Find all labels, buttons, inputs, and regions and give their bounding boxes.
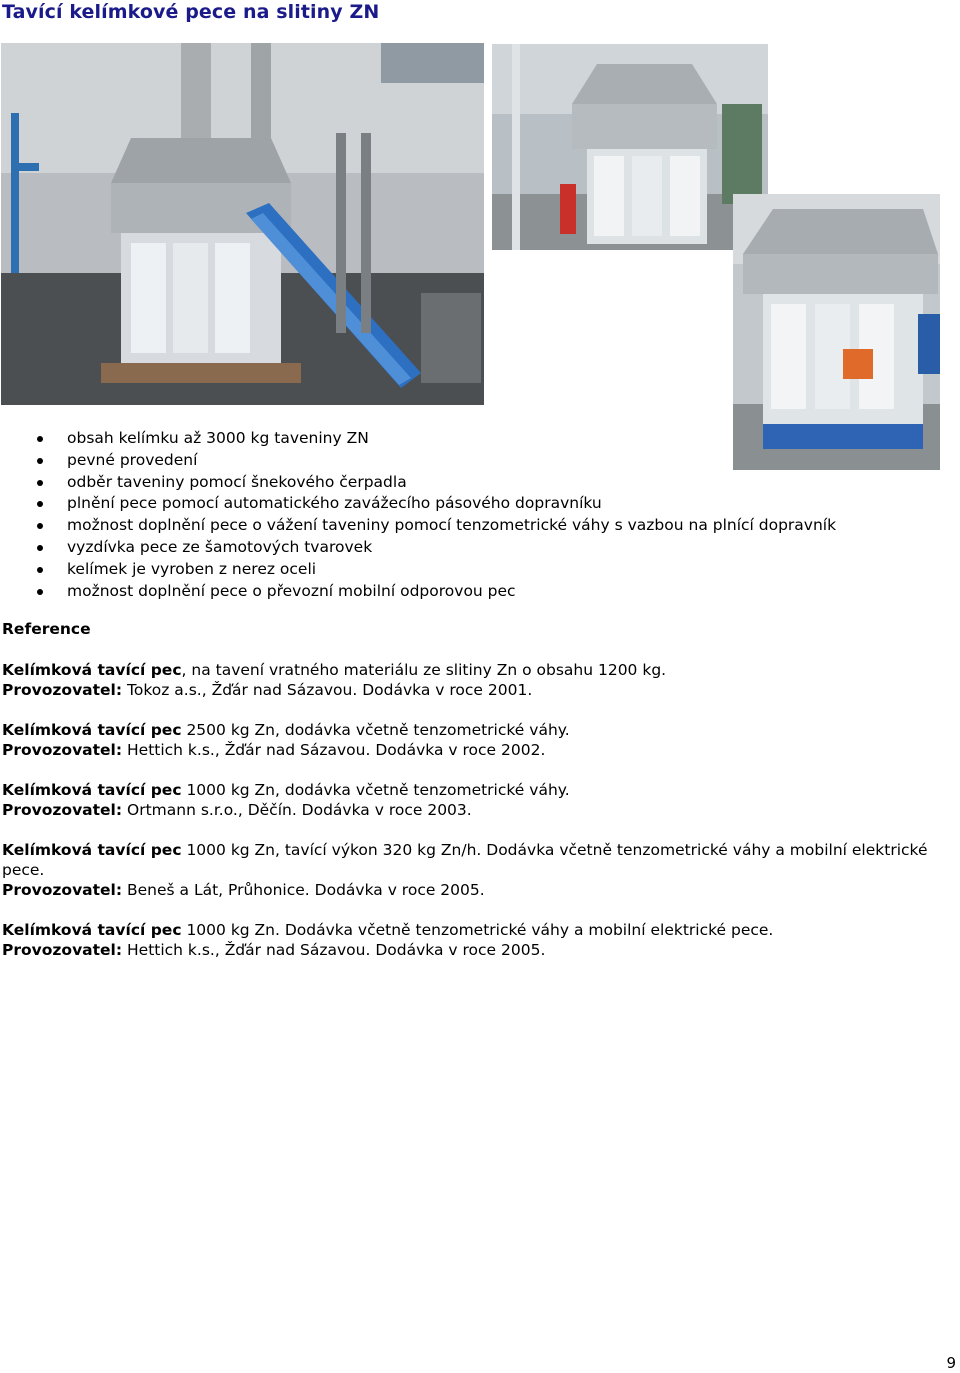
bullet-icon — [37, 501, 43, 507]
product-desc: 2500 kg Zn, dodávka včetně tenzometrické váhy. — [181, 721, 570, 739]
reference-item — [2, 720, 952, 760]
reference-item — [2, 920, 952, 960]
product-desc: 1000 kg Zn, tavící výkon 320 kg Zn/h. Dodávka včetně tenzometrické váhy a mobilní elektrické pece. — [2, 841, 928, 879]
product-name: Kelímková tavící pec — [2, 721, 182, 739]
list-item: plnění pece pomocí automatického zavážecího pásového dopravníku — [0, 493, 836, 515]
operator-info: Hettich k.s., Žďár nad Sázavou. Dodávka v roce 2005. — [122, 941, 546, 959]
page-number: 9 — [946, 1354, 956, 1372]
list-item: pevné provedení — [0, 450, 836, 472]
product-desc: 1000 kg Zn. Dodávka včetně tenzometrické váhy a mobilní elektrické pece. — [181, 921, 774, 939]
bullet-icon — [37, 567, 43, 573]
operator-info: Tokoz a.s., Žďár nad Sázavou. Dodávka v roce 2001. — [122, 681, 533, 699]
operator-label: Provozovatel: — [2, 681, 123, 699]
operator-label: Provozovatel: — [2, 941, 123, 959]
list-item: možnost doplnění pece o převozní mobilní odporovou pec — [0, 581, 836, 603]
photo-furnace-hall — [492, 44, 768, 250]
list-item: možnost doplnění pece o vážení taveniny pomocí tenzometrické váhy s vazbou na plnící dopravník — [0, 515, 836, 537]
photo-furnace-with-conveyor — [1, 43, 484, 405]
product-name: Kelímková tavící pec — [2, 781, 182, 799]
product-name: Kelímková tavící pec — [2, 841, 182, 859]
operator-info: Ortmann s.r.o., Děčín. Dodávka v roce 2003. — [122, 801, 472, 819]
operator-label: Provozovatel: — [2, 881, 123, 899]
product-name: Kelímková tavící pec — [2, 661, 182, 679]
feature-list — [0, 428, 836, 602]
operator-label: Provozovatel: — [2, 801, 123, 819]
operator-info: Beneš a Lát, Průhonice. Dodávka v roce 2005. — [122, 881, 485, 899]
product-desc: 1000 kg Zn, dodávka včetně tenzometrické váhy. — [181, 781, 570, 799]
bullet-icon — [37, 589, 43, 595]
bullet-icon — [37, 523, 43, 529]
reference-item — [2, 660, 952, 700]
bullet-icon — [37, 458, 43, 464]
bullet-icon — [37, 480, 43, 486]
reference-item — [2, 780, 952, 820]
reference-heading: Reference — [2, 620, 91, 638]
list-item: vyzdívka pece ze šamotových tvarovek — [0, 537, 836, 559]
list-item: kelímek je vyroben z nerez oceli — [0, 559, 836, 581]
page-title: Tavící kelímkové pece na slitiny ZN — [2, 1, 380, 23]
reference-list — [2, 660, 952, 980]
product-name: Kelímková tavící pec — [2, 921, 182, 939]
list-item: odběr taveniny pomocí šnekového čerpadla — [0, 472, 836, 494]
product-desc: , na tavení vratného materiálu ze slitiny Zn o obsahu 1200 kg. — [181, 661, 667, 679]
operator-info: Hettich k.s., Žďár nad Sázavou. Dodávka v roce 2002. — [122, 741, 546, 759]
list-item: obsah kelímku až 3000 kg taveniny ZN — [0, 428, 836, 450]
reference-item — [2, 840, 952, 900]
bullet-icon — [37, 436, 43, 442]
operator-label: Provozovatel: — [2, 741, 123, 759]
bullet-icon — [37, 545, 43, 551]
